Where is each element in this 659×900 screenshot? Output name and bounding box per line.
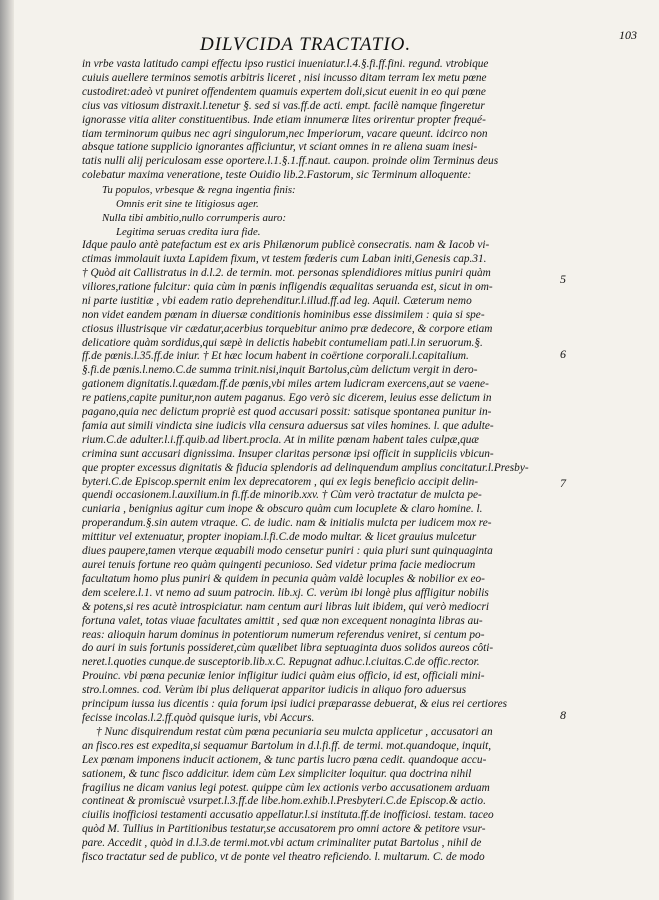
- text-line: † Nunc disquirendum restat cùm pœna pecuniaria seu mulcta applicetur , accusatori an: [96, 725, 493, 738]
- text-line: sationem, & tunc fisco addicitur. idem cùm Lex simpliciter loquitur. qua doctrina nihil: [82, 767, 472, 780]
- text-line: famia aut simili vindicta sine iudicis vlla censura aduersus sat viles homines. l. que adulte-: [82, 419, 494, 432]
- verse-line: Tu populos, vrbesque & regna ingentia finis:: [102, 184, 296, 197]
- text-line: principum iussa ius dicentis : quia forum ipsi iudici præparasse debuerat, & eius rei certiores: [82, 698, 507, 711]
- text-line: contineat & promiscuè vsurpet.l.3.ff.de libe.hom.exhib.l.Presbyteri.C.de Episcop.& actio.: [82, 795, 486, 808]
- verse-line: Omnis erit sine te litigiosus ager.: [116, 198, 259, 211]
- text-line: rium.C.de adulter.l.i.ff.quib.ad libert.procla. At in milite pœnam habent tales culpæ,quæ: [82, 433, 479, 446]
- text-line: Lex pœnam imponens inducit actionem, & tunc partis lucro pœna cedit. quandoque accu-: [82, 753, 487, 766]
- text-line: pare. Accedit , quòd in d.l.3.de termi.mot.vbi actum criminaliter putat Bartolus , nihil de: [82, 837, 482, 850]
- text-line: colebatur maxima veneratione, teste Ouidio lib.2.Fastorum, sic Terminum alloquente:: [82, 169, 472, 182]
- text-line: cius vas vitiosum distraxit.l.tenetur §. sed si vas.ff.de acti. empt. facilè namque fingeretur: [82, 99, 485, 112]
- text-line: dem scelere.l.1. vt nemo ad suum patrocin. lib.xj. C. verùm ibi longè plus affligitur nobilis: [82, 586, 489, 599]
- margin-number: 8: [560, 708, 566, 722]
- text-line: fisco tractatur sed de publico, vt de ponte vel theatro reficiendo. l. multarum. C. de modo: [82, 851, 485, 864]
- text-line: in vrbe vasta latitudo campi effectu ipso rustici inueniatur.l.4.§.fi.ff.fini. regund. vtrobique: [82, 58, 489, 70]
- text-line: ff.de pœnis.l.35.ff.de iniur. † Et hæc locum habent in coërtione corporali.l.capitalium.: [82, 350, 469, 363]
- text-line: † Quòd ait Callistratus in d.l.2. de termin. mot. personas splendidiores mitius puniri quàm: [82, 266, 491, 279]
- text-line: facultatum homo plus puniri & quidem in pecunia quàm valdè locuples & nobilior ex eo-: [82, 572, 485, 585]
- text-line: ciuilis inofficiosi testamenti accusatio appellatur.l.si instituta.ff.de inofficiosi. testam. taceo: [82, 809, 494, 822]
- page-gutter-shadow: [0, 0, 14, 900]
- running-title: DILVCIDA TRACTATIO.: [200, 34, 412, 55]
- text-line: mittitur vel extenuatur, propter inopiam.l.fi.C.de modo multar. & licet grauius mulcetur: [82, 531, 477, 544]
- text-line: byteri.C.de Episcop.spernit enim lex deprecatorem , qui ex legis beneficio accipit delin-: [82, 475, 479, 488]
- margin-number: 7: [560, 476, 566, 490]
- text-line: fecisse incolas.l.2.ff.quòd quisque iuris, vbi Accurs.: [82, 711, 315, 724]
- text-line: stro.l.omnes. cod. Verùm ibi plus deliquerat apparitor iudicis in aliquo foro aduersus: [82, 684, 467, 697]
- text-line: custodiret:adeò vt puniret offendentem quamuis expertem doli,sicut euenit in eo qui pœne: [82, 85, 486, 98]
- text-line: absque tatione supplicio ignorantes afficiuntur, vt sciant omnes in re aliena suam inesi-: [82, 141, 478, 154]
- text-line: pagano,quia nec delictum propriè est quod accusari possit: satisque spontanea punitur in-: [82, 406, 492, 419]
- text-line: §.fi.de pœnis.l.nemo.C.de summa trinit.nisi,inquit Bartolus,cùm delictum vergit in dero-: [82, 364, 478, 377]
- text-line: diues paupere,tamen vterque æquabili modo censetur puniri : quia pluri sunt quinquaginta: [82, 545, 493, 558]
- text-line: quendi occasionem.l.auxilium.in fi.ff.de minorib.xxv. † Cùm verò tractatur de mulcta pe-: [82, 489, 482, 502]
- verse-line: Legitima seruas credita iura fide.: [116, 226, 261, 239]
- text-line: fragilius ne dicam vanius legi potest. quippe cùm lex actionis verbo accusationem arduam: [82, 781, 490, 794]
- text-line: & potens,si res acutè introspiciatur. nam centum auri libras luit ibidem, qui verò mediocri: [82, 600, 490, 613]
- text-line: ctimas immolauit iuxta Lapidem fixum, vt testem fœderis cum Laban initi,Genesis cap.31.: [82, 253, 487, 266]
- page-number: 103: [619, 28, 637, 42]
- text-line: properandum.§.sin autem vtraque. C. de iudic. nam & initialis mulcta per iudicem mox re-: [82, 517, 492, 530]
- verse-line: Nulla tibi ambitio,nullo corrumperis auro:: [102, 212, 287, 225]
- text-line: cuiuis auellere terminos semotis arbitris liceret , nisi incusso ditam terram lex metu pœne: [82, 71, 487, 84]
- text-line: ctiosus illustrisque vir cædatur,acerbius torquebitur animo præ dedecore, & corpore etiam: [82, 322, 493, 335]
- text-line: Idque paulo antè patefactum est ex aris Philænorum publicè consecratis. nam & Iacob vi-: [82, 239, 490, 252]
- text-line: ignorasse vitia aliter constituentibus. Inde etiam innumeræ lites orirentur propter frequé-: [82, 113, 486, 126]
- text-line: tiam terminorum quibus nec agri singulorum,nec Imperiorum, vacare queunt. idcirco non: [82, 127, 488, 140]
- text-line: crimina sunt accusari dignissima. Insuper claritas personæ ipsi officit in suppliciis vbicun-: [82, 447, 494, 460]
- text-line: fortuna valet, totas viuae facultates amittit , sed quæ non excequent nonaginta libras au-: [82, 614, 483, 627]
- text-line: aurei tenuis fortune reo quàm quingenti pecunioso. Sed videtur prima facie mediocrum: [82, 559, 476, 571]
- page-header: [0, 28, 659, 58]
- text-line: an fisco.res est expedita,si sequamur Bartolum in d.l.fi.ff. de termi. mot.quandoque, inquit,: [82, 739, 492, 752]
- text-line: gationem dignitatis.l.quædam.ff.de pœnis,vbi miles artem ludicram exercens,aut se vaene-: [82, 378, 489, 391]
- text-line: Prouinc. vbi pœna pecuniæ lenior infligitur iudici quàm eius officio, id est, officiali mini-: [82, 670, 485, 683]
- body-text: [82, 58, 542, 865]
- text-line: do auri in suis fortunis possideret,cùm quælibet libra septuaginta duos solidos aureos côti-: [82, 642, 494, 655]
- text-line: re patiens,capite punitur,non autem paganus. Ego verò sic dicerem, leuius esse delictum in: [82, 392, 492, 405]
- margin-number: 5: [560, 272, 566, 286]
- text-line: quòd M. Tullius in Partitionibus testatur,se accusatorem pro omni actore & petitore vsur-: [82, 823, 486, 836]
- text-line: viliores,ratione fulcitur: quia cùm in pœnis infligendis æqualitas seruanda est, sicut in om-: [82, 280, 493, 293]
- text-line: reas: alioquin harum dominus in potentiorum numerum referendus veniret, si centum po-: [82, 628, 485, 641]
- text-line: tatis nulli alij periculosam esse oportere.l.1.§.1.ff.naut. caupon. proinde olim Terminus deus: [82, 155, 499, 168]
- text-line: cuniaria , benignius agitur cum inope & obscuro quàm cum locuplete & claro homine. l.: [82, 503, 483, 516]
- text-line: non videt eandem pœnam in diuersæ conditionis hominibus esse dissimilem : quia si spe-: [82, 308, 485, 321]
- text-line: delicatiore quàm sordidus,qui sæpè in delictis habebit contumeliam pati.l.in seruorum.§.: [82, 336, 483, 349]
- text-line: que propter excessus dignitatis & fiducia splendoris ad delinquendum amplius concitatur.l.Presby-: [82, 461, 529, 474]
- text-line: neret.l.quoties cunque.de susceptorib.lib.x.C. Repugnat adhuc.l.ciuitas.C.de offic.rector.: [82, 656, 480, 669]
- text-line: ni parte iustitiæ , vbi eadem ratio deprehenditur.l.illud.ff.ad leg. Aquil. Cæterum nemo: [82, 294, 472, 307]
- margin-number: 6: [560, 347, 566, 361]
